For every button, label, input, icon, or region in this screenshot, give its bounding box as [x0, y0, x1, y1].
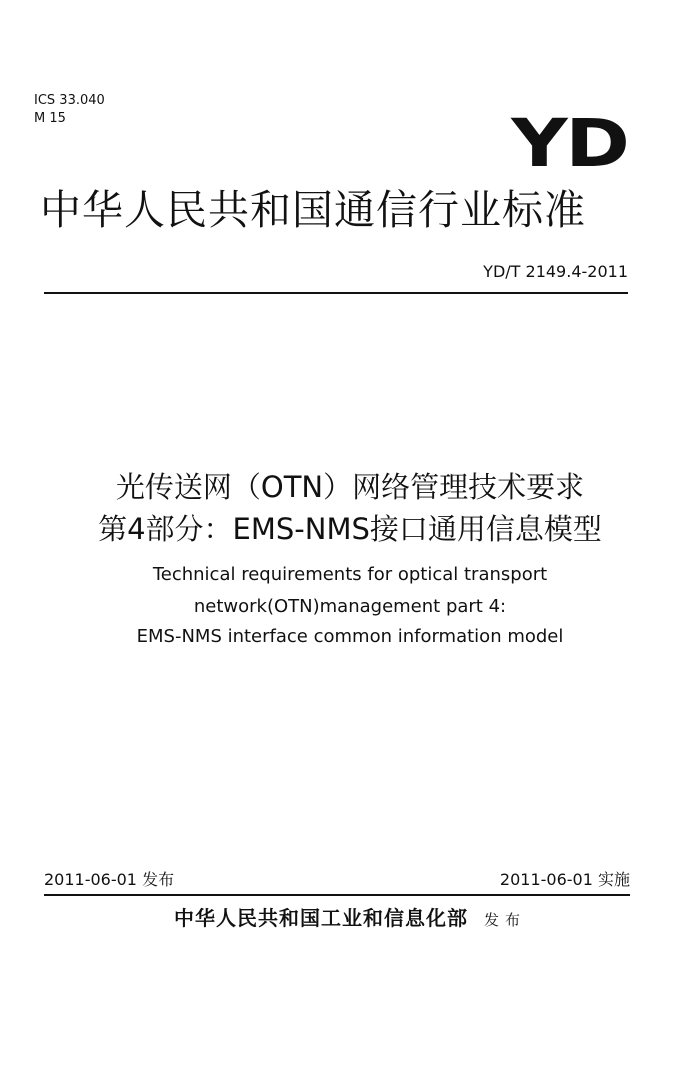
ccs-code: M 15: [34, 111, 66, 126]
title-en-line-3: EMS-NMS interface common information model: [136, 626, 564, 647]
publisher-line: [0, 902, 700, 936]
ics-code: ICS 33.040: [34, 93, 105, 108]
standard-number: YD/T 2149.4-2011: [483, 262, 628, 281]
bottom-divider: [44, 894, 630, 896]
title-cn-line-1: 光传送网（OTN）网络管理技术要求: [115, 470, 585, 504]
publisher-verb: 发布: [483, 911, 526, 929]
top-divider: [44, 292, 628, 294]
standard-category-title: 中华人民共和国通信行业标准: [40, 186, 586, 234]
publish-date: 2011-06-01 发布: [44, 870, 175, 889]
title-en-line-1: Technical requirements for optical transport: [152, 564, 548, 585]
title-en-line-2: network(OTN)management part 4:: [193, 596, 507, 617]
publisher-name: 中华人民共和国工业和信息化部: [173, 906, 468, 930]
title-cn-line-2: 第4部分：EMS-NMS接口通用信息模型: [98, 512, 602, 546]
yd-logo: YD: [511, 105, 628, 182]
implementation-date: 2011-06-01 实施: [499, 870, 630, 889]
